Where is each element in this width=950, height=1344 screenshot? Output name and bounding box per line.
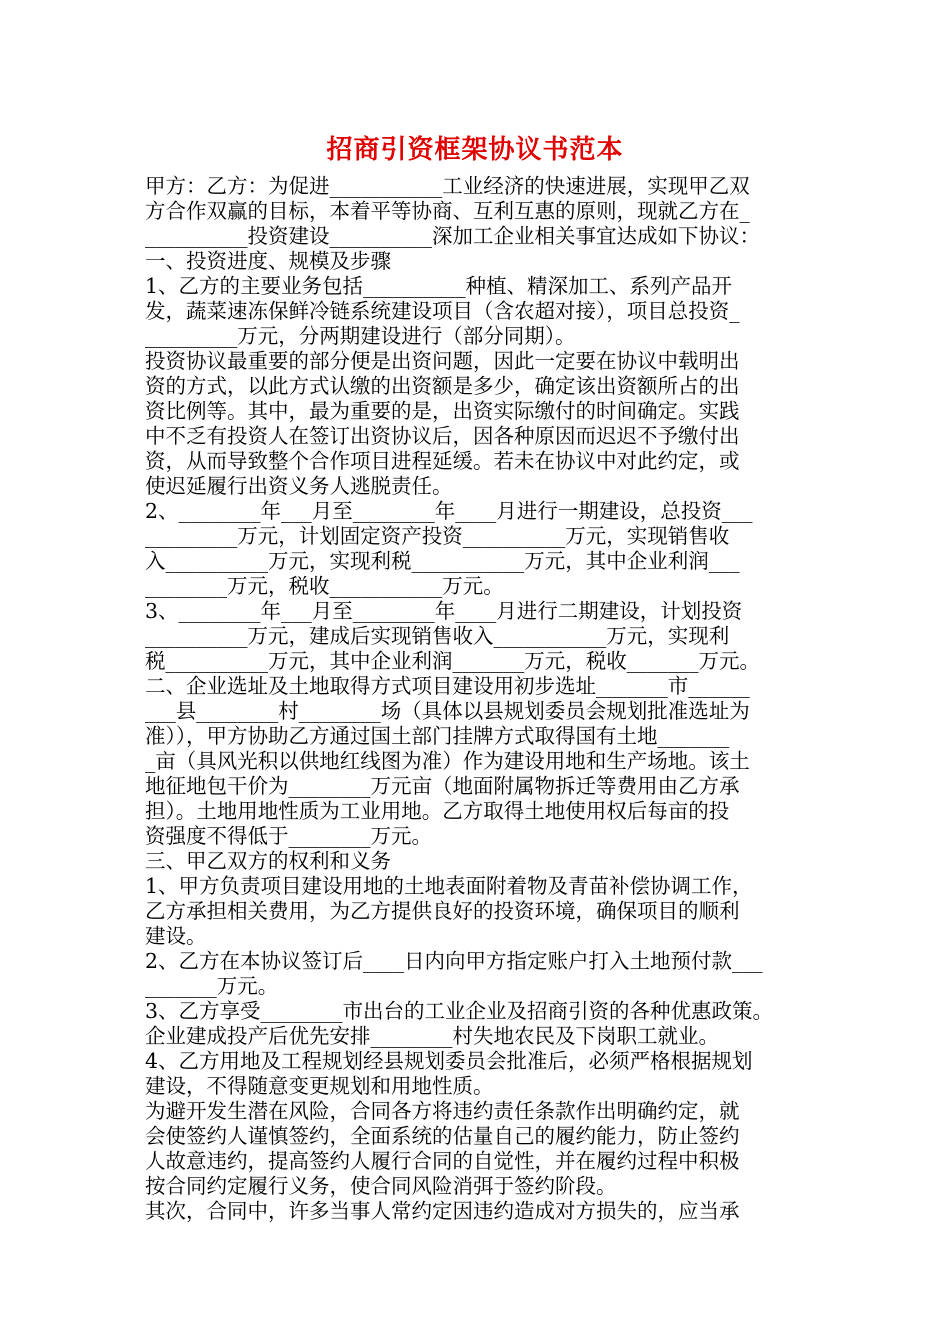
text-line: 税__________万元，其中企业利润_______万元，税收_______万元。 — [145, 649, 760, 673]
text-line: 企业建成投产后优先安排________村失地农民及下岗职工就业。 — [145, 1024, 719, 1048]
text-line: 入__________万元，实现利税___________万元，其中企业利润___ — [145, 549, 740, 573]
text-line: 发，蔬菜速冻保鲜冷链系统建设项目（含农超对接），项目总投资_ — [145, 299, 740, 323]
text-line: _________万元，计划固定资产投资__________万元，实现销售收 — [145, 524, 730, 548]
text-line: 3、________年___月至________年____月进行二期建设，计划投资 — [145, 599, 743, 623]
document-title: 招商引资框架协议书范本 — [326, 135, 624, 165]
text-line: _亩（具风光积以供地红线图为准）作为建设用地和生产场地。该土 — [145, 749, 750, 773]
text-line: 1、乙方的主要业务包括__________种植、精深加工、系列产品开 — [145, 274, 733, 298]
text-line: 中不乏有投资人在签订出资协议后，因各种原因而迟迟不予缴付出 — [145, 424, 740, 448]
text-line: 按合同约定履行义务，使合同风险消弭于签约阶段。 — [145, 1174, 617, 1198]
text-line: 三、甲乙双方的权利和义务 — [145, 849, 391, 873]
text-line: 2、乙方在本协议签订后____日内向甲方指定账户打入土地预付款___ — [145, 949, 763, 973]
text-line: 会使签约人谨慎签约，全面系统的估量自己的履约能力，防止签约 — [145, 1124, 740, 1148]
text-line: 地征地包干价为________万元亩（地面附属物拆迁等费用由乙方承 — [145, 774, 740, 798]
text-line: ________万元，税收___________万元。 — [145, 574, 504, 598]
text-line: __________投资建设__________深加工企业相关事宜达成如下协议： — [145, 224, 760, 248]
document-body — [145, 174, 830, 1224]
text-line: 资的方式，以此方式认缴的出资额是多少，确定该出资额所占的出 — [145, 374, 740, 398]
text-line: 1、甲方负责项目建设用地的土地表面附着物及青苗补偿协调工作， — [145, 874, 753, 898]
text-line: __________万元，建成后实现销售收入___________万元，实现利 — [145, 624, 730, 648]
text-line: 一、投资进度、规模及步骤 — [145, 249, 391, 273]
text-line: 人故意违约，提高签约人履行合同的自觉性，并在履约过程中积极 — [145, 1149, 740, 1173]
text-line: 3、乙方享受________市出台的工业企业及招商引资的各种优惠政策。 — [145, 999, 774, 1023]
text-line: ___县________村________场（具体以县规划委员会规划批准选址为 — [145, 699, 750, 723]
text-line: 2、________年___月至________年____月进行一期建设，总投资___ — [145, 499, 753, 523]
text-line: 建设。 — [145, 924, 207, 948]
text-line: 资比例等。其中，最为重要的是，出资实际缴付的时间确定。实践 — [145, 399, 740, 423]
text-line: 准）），甲方协助乙方通过国土部门挂牌方式取得国有土地_______ — [145, 724, 730, 748]
text-line: _________万元，分两期建设进行（部分同期）。 — [145, 324, 576, 348]
text-line: 其次，合同中，许多当事人常约定因违约造成对方损失的，应当承 — [145, 1199, 740, 1223]
text-line: 投资协议最重要的部分便是出资问题，因此一定要在协议中载明出 — [145, 349, 740, 373]
text-line: 方合作双赢的目标，本着平等协商、互利互惠的原则，现就乙方在_ — [145, 199, 750, 223]
text-line: 二、企业选址及土地取得方式项目建设用初步选址_______市______ — [145, 674, 750, 698]
text-line: 4、乙方用地及工程规划经县规划委员会批准后，必须严格根据规划 — [145, 1049, 753, 1073]
text-line: 为避开发生潜在风险，合同各方将违约责任条款作出明确约定，就 — [145, 1099, 740, 1123]
text-line: 甲方：乙方：为促进___________工业经济的快速进展，实现甲乙双 — [145, 174, 750, 198]
text-line: 担）。土地用地性质为工业用地。乙方取得土地使用权后每亩的投 — [145, 799, 730, 823]
text-line: 乙方承担相关费用，为乙方提供良好的投资环境，确保项目的顺利 — [145, 899, 740, 923]
text-line: 建设，不得随意变更规划和用地性质。 — [145, 1074, 494, 1098]
text-line: _______万元。 — [145, 974, 279, 998]
text-line: 资强度不得低于________万元。 — [145, 824, 432, 848]
text-line: 资，从而导致整个合作项目进程延缓。若未在协议中对此约定，或 — [145, 449, 740, 473]
text-line: 使迟延履行出资义务人逃脱责任。 — [145, 474, 453, 498]
